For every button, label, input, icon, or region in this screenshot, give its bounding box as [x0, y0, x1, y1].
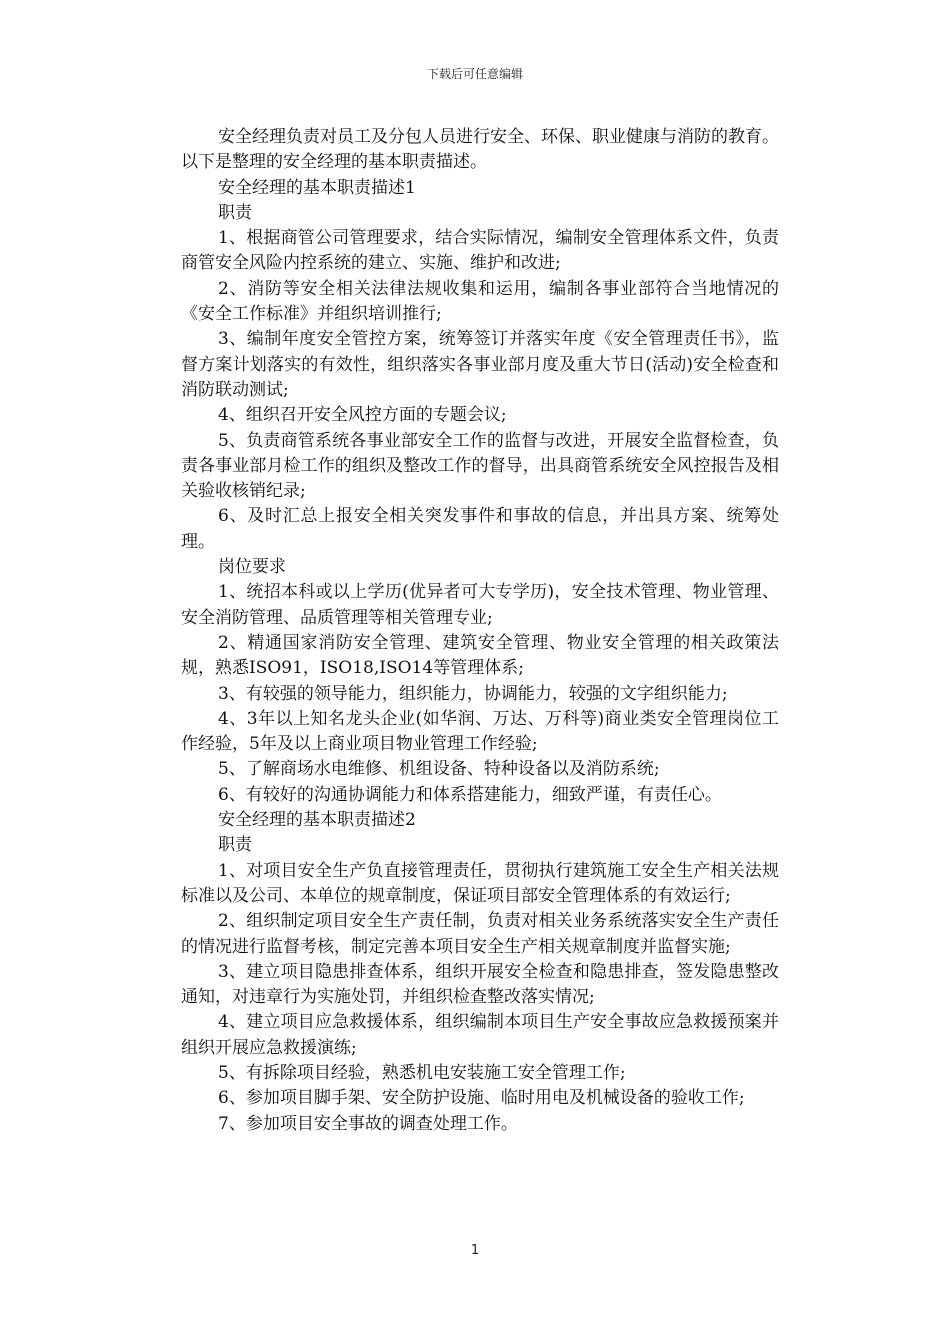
duty-item: 3、编制年度安全管控方案，统筹签订并落实年度《安全管理责任书》，监督方案计划落实的有效性，组织落实各事业部月度及重大节日(活动)安全检查和消防联动测试; [181, 329, 779, 400]
page-number: 1 [470, 1243, 480, 1258]
duty-item: 5、有拆除项目经验，熟悉机电安装施工安全管理工作; [218, 1062, 626, 1083]
section-title-2: 安全经理的基本职责描述2 [218, 810, 416, 831]
duty-item: 4、组织召开安全风控方面的专题会议; [218, 405, 507, 426]
duty-item: 6、参加项目脚手架、安全防护设施、临时用电及机械设备的验收工作; [218, 1088, 745, 1109]
duty-item: 5、负责商管系统各事业部安全工作的监督与改进，开展安全监督检查，负责各事业部月检工作的组织及整改工作的督导，出具商管系统安全风控报告及相关验收核销纪录; [181, 430, 779, 502]
duty-item: 4、建立项目应急救援体系，组织编制本项目生产安全事故应急救援预案并组织开展应急救援演练; [181, 1012, 779, 1058]
document-body [181, 125, 779, 1137]
section-title-1: 安全经理的基本职责描述1 [218, 177, 416, 198]
requirement-item: 1、统招本科或以上学历(优异者可大专学历)，安全技术管理、物业管理、安全消防管理、品质管理等相关管理专业; [181, 582, 779, 628]
subheading-duties-1: 职责 [218, 202, 252, 223]
requirement-item: 4、3年以上知名龙头企业(如华润、万达、万科等)商业类安全管理岗位工作经验，5年及以上商业项目物业管理工作经验; [181, 708, 779, 755]
duty-item: 7、参加项目安全事故的调查处理工作。 [218, 1113, 518, 1134]
duty-item: 1、根据商管公司管理要求，结合实际情况，编制安全管理体系文件，负责商管安全风险内控系统的建立、实施、维护和改进; [181, 228, 779, 274]
intro-paragraph: 安全经理负责对员工及分包人员进行安全、环保、职业健康与消防的教育。以下是整理的安全经理的基本职责描述。 [181, 127, 779, 173]
requirement-item: 5、了解商场水电维修、机组设备、特种设备以及消防系统; [218, 759, 660, 780]
requirement-item: 3、有较强的领导能力，组织能力，协调能力，较强的文字组织能力; [218, 683, 728, 704]
requirement-item: 6、有较好的沟通协调能力和体系搭建能力，细致严谨，有责任心。 [218, 784, 722, 805]
subheading-duties-2: 职责 [218, 835, 252, 856]
subheading-requirements: 岗位要求 [218, 557, 286, 578]
duty-item: 6、及时汇总上报安全相关突发事件和事故的信息，并出具方案、统筹处理。 [181, 506, 779, 552]
duty-item: 1、对项目安全生产负直接管理责任，贯彻执行建筑施工安全生产相关法规标准以及公司、本单位的规章制度，保证项目部安全管理体系的有效运行; [181, 860, 779, 906]
requirement-item: 2、精通国家消防安全管理、建筑安全管理、物业安全管理的相关政策法规，熟悉ISO91，ISO18,ISO14等管理体系; [181, 632, 779, 679]
duty-item: 2、组织制定项目安全生产责任制，负责对相关业务系统落实安全生产责任的情况进行监督考核，制定完善本项目安全生产相关规章制度并监督实施; [181, 911, 779, 957]
duty-item: 3、建立项目隐患排查体系，组织开展安全检查和隐患排查，签发隐患整改通知，对违章行为实施处罚，并组织检查整改落实情况; [181, 961, 779, 1008]
page-header: 下载后可任意编辑 [426, 67, 523, 81]
duty-item: 2、消防等安全相关法律法规收集和运用，编制各事业部符合当地情况的《安全工作标准》并组织培训推行; [181, 278, 779, 325]
